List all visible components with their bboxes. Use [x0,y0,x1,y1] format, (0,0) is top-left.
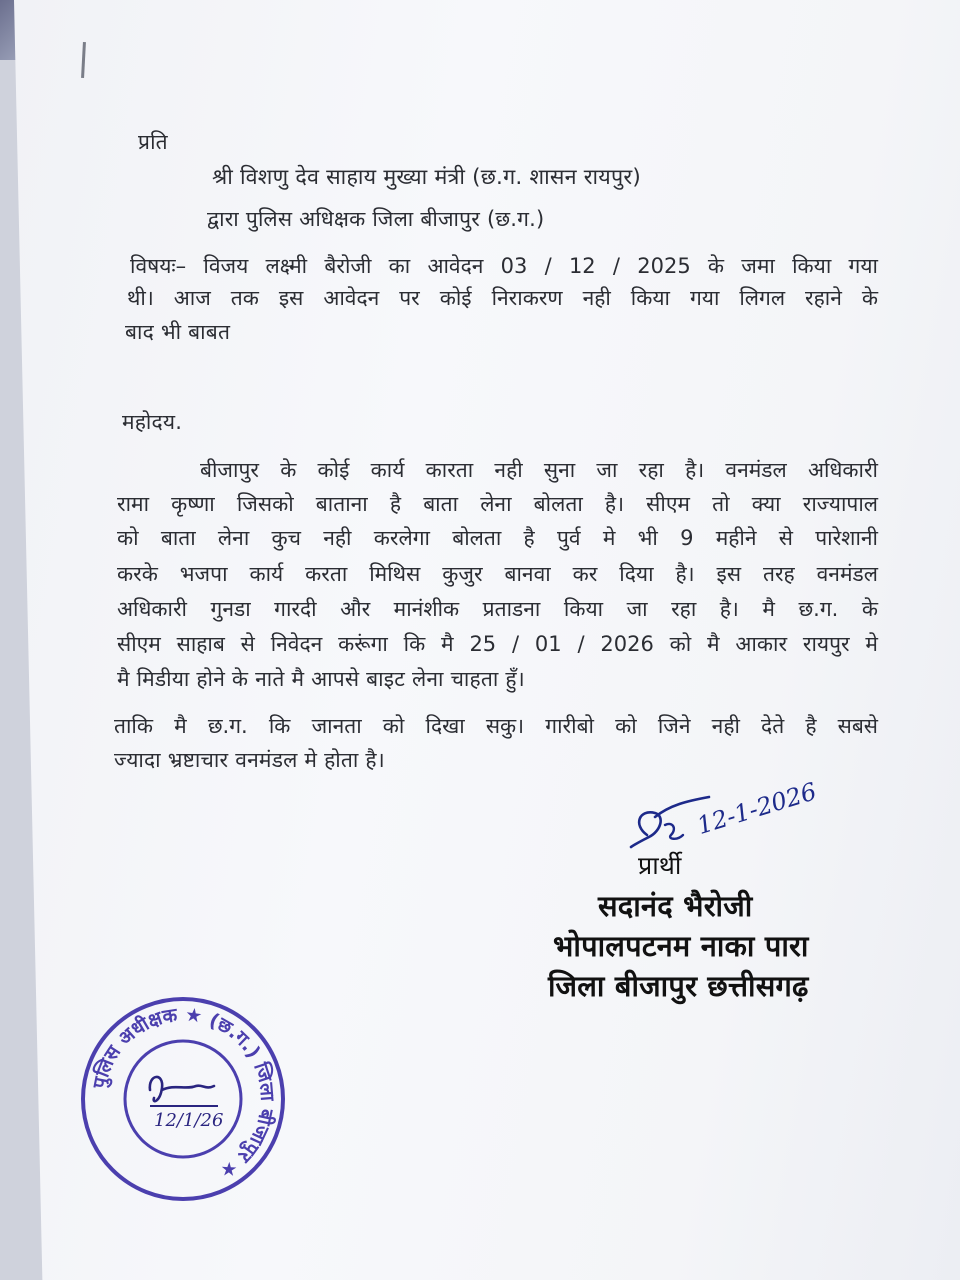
signature-date: 12-1-2026 [693,777,820,840]
salutation: महोदय. [122,410,183,434]
address-line-1: भोपालपटनम नाका पारा [553,929,809,963]
closing-line-1: ताकि मै छ.ग. कि जानता को दिखा सकु। गारीबो को जिने नही देते है सबसे [114,714,878,738]
prati-label: प्रति [138,130,168,154]
subject-line-2: थी। आज तक इस आवेदन पर कोई निराकरण नही किया गया लिगल रहाने के [127,286,878,310]
body-line-4: करके भजपा कार्य करता मिथिस कुजुर बानवा कर दिया है। इस तरह वनमंडल [117,562,878,586]
address-line-2: जिला बीजापुर छत्तीसगढ़ [548,969,809,1003]
subject-line-3: बाद भी बाबत [125,320,231,344]
stamp-ring-text: पुलिस अधीक्षक ★ (छ.ग.) जिला बीजापुर ★ [88,1003,279,1184]
addressee-line-2: द्वारा पुलिस अधिक्षक जिला बीजापुर (छ.ग.) [207,207,545,231]
addressee-line-1: श्री विशणु देव साहाय मुख्या मंत्री (छ.ग. शासन रायपुर) [212,165,641,190]
subject-line-1: विषयः– विजय लक्ष्मी बैरोजी का आवेदन 03 / 12 / 2025 के जमा किया गया [130,254,878,278]
stamp-initials [150,1077,214,1101]
body-line-6: सीएम साहाब से निवेदन करूंगा कि मै 25 / 01 / 2026 को मै आकार रायपुर मे [117,632,878,656]
body-line-2: रामा कृष्णा जिसको बाताना है बाता लेना बोलता है। सीएम तो क्या राज्यापाल [117,492,878,516]
body-line-3: को बाता लेना कुच नही करलेगा बोलता है पुर्व मे भी 9 महीने से पारेशानी [117,526,878,550]
applicant-label: प्रार्थी [638,851,682,880]
body-line-5: अधिकारी गुनडा गारदी और मानंशीक प्रताडना किया जा रहा है। मै छ.ग. के [117,597,878,621]
applicant-name: सदानंद भैरोजी [598,889,753,923]
stamp-date: 12/1/26 [154,1110,224,1131]
police-office-stamp [78,994,288,1204]
closing-line-2: ज्यादा भ्रष्टाचार वनमंडल मे होता है। [114,748,385,772]
body-line-7: मै मिडीया होने के नाते मै आपसे बाइट लेना चाहता हुँ। [117,667,525,691]
body-line-1: बीजापुर के कोई कार्य कारता नही सुना जा रहा है। वनमंडल अधिकारी [200,458,878,482]
